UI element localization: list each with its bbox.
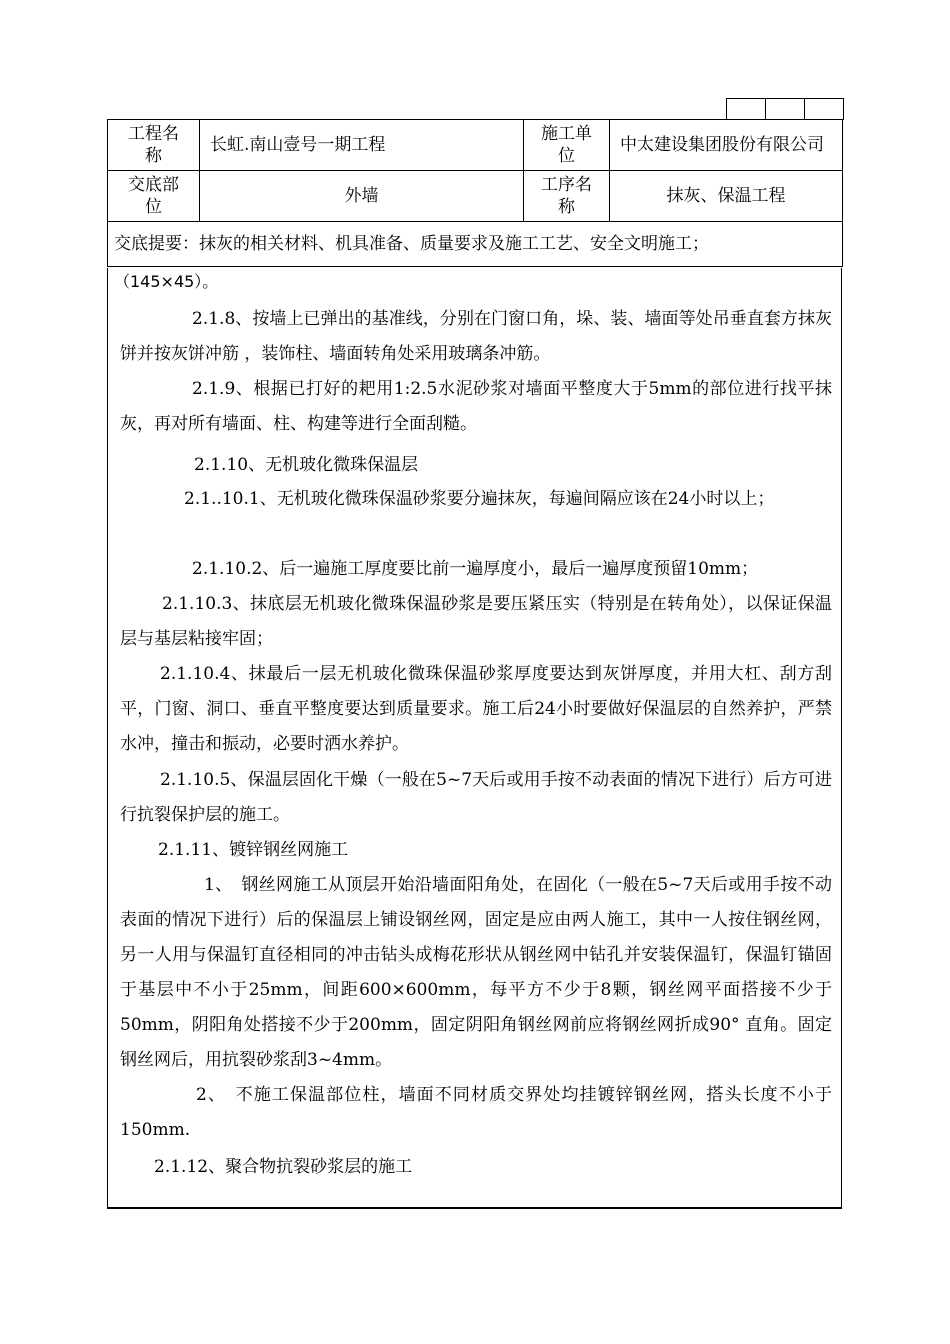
header-table (107, 119, 843, 267)
paragraph: 2.1.11、镀锌钢丝网施工 (158, 840, 349, 860)
process-value: 抹灰、保温工程 (610, 171, 843, 222)
paragraph: 2.1..10.1、无机玻化微珠保温砂浆要分遍抹灰，每遍间隔应该在24小时以上； (184, 489, 775, 509)
page-box (804, 98, 844, 120)
project-name-value: 长虹.南山壹号一期工程 (200, 120, 524, 171)
paragraph: 2.1.10.5、保温层固化干燥（一般在5~7天后或用手按不动表面的情况下进行）后方可进行抗裂保护层的施工。 (120, 770, 832, 825)
paragraph: 2.1.10.3、抹底层无机玻化微珠保温砂浆是要压紧压实（特别是在转角处），以保证保温层与基层粘接牢固； (120, 594, 832, 649)
paragraph: 2.1.10、无机玻化微珠保温层 (194, 455, 419, 475)
paragraph: 1、 钢丝网施工从顶层开始沿墙面阳角处，在固化（一般在5~7天后或用手按不动表面的情况下进行）后的保温层上铺设钢丝网，固定是应由两人施工，其中一人按住钢丝网，另一人用与保温钉直径相同的冲击钻头成梅花形状从钢丝网中钻孔并安装保温钉，保温钉锚固于基层中不小于25mm，间距600×600mm，每平方不少于8颗，钢丝网平面搭接不少于50mm，阴阳角处搭接不少于200mm，固定阴阳角钢丝网前应将钢丝网折成90° 直角。固定钢丝网后，用抗裂砂浆刮3~4mm。 (120, 875, 832, 1070)
paragraph: 2.1.10.4、抹最后一层无机玻化微珠保温砂浆厚度要达到灰饼厚度，并用大杠、刮方刮平，门窗、洞口、垂直平整度要达到质量要求。施工后24小时要做好保温层的自然养护，严禁水冲，撞击和振动，必要时洒水养护。 (120, 664, 832, 754)
page-box (765, 98, 804, 120)
paragraph: 2.1.12、聚合物抗裂砂浆层的施工 (154, 1157, 413, 1177)
text-fragment: （145×45）。 (114, 272, 219, 291)
location-label: 交底部位 (108, 171, 200, 222)
summary-text: 交底提要：抹灰的相关材料、机具准备、质量要求及施工工艺、安全文明施工； (108, 222, 843, 267)
content-box (107, 268, 842, 1209)
paragraph: 2.1.9、根据已打好的耙用1:2.5水泥砂浆对墙面平整度大于5mm的部位进行找平抹灰，再对所有墙面、柱、构建等进行全面刮糙。 (120, 379, 832, 434)
contractor-label: 施工单位 (524, 120, 610, 171)
page-number-boxes (726, 98, 844, 119)
location-value: 外墙 (200, 171, 524, 222)
contractor-value: 中太建设集团股份有限公司 (610, 120, 843, 171)
paragraph: 2.1.8、按墙上已弹出的基准线，分别在门窗口角，垛、装、墙面等处吊垂直套方抹灰饼并按灰饼冲筋 ，装饰柱、墙面转角处采用玻璃条冲筋。 (120, 309, 832, 364)
page-box (726, 98, 765, 120)
process-label: 工序名称 (524, 171, 610, 222)
project-name-label: 工程名称 (108, 120, 200, 171)
paragraph: 2.1.10.2、后一遍施工厚度要比前一遍厚度小，最后一遍厚度预留10mm； (192, 559, 759, 579)
paragraph: 2、 不施工保温部位柱，墙面不同材质交界处均挂镀锌钢丝网，搭头长度不小于150mm. (120, 1085, 832, 1140)
